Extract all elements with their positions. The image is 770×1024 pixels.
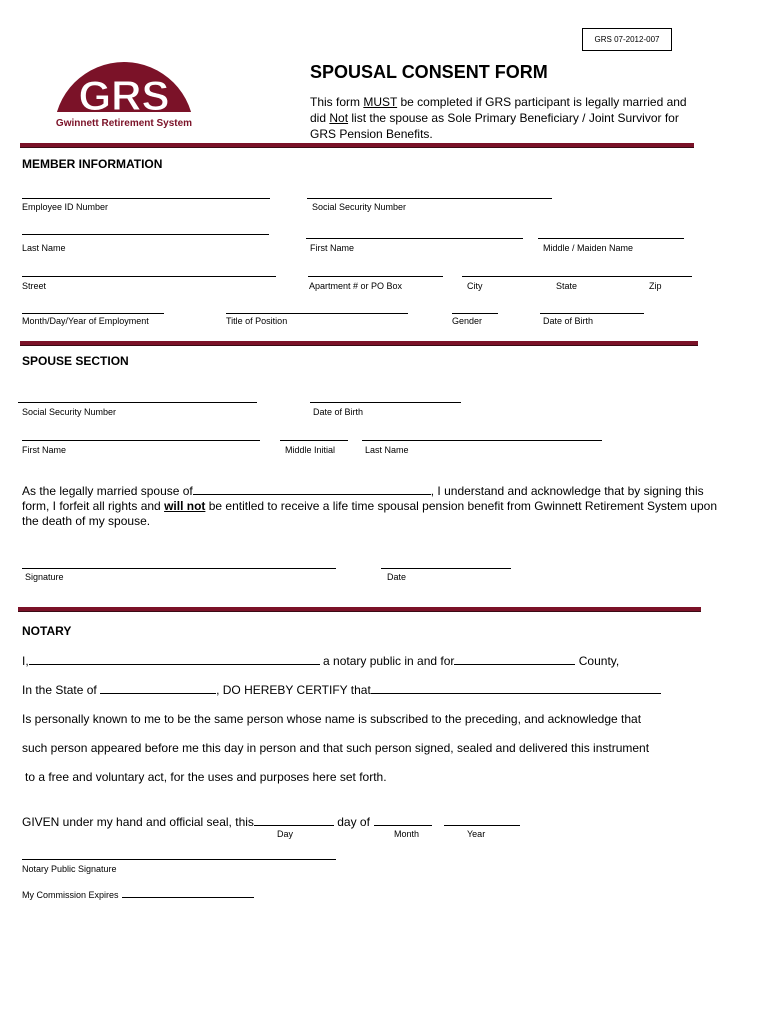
spouse-dob-line[interactable] [310, 402, 461, 403]
intro-not: Not [329, 111, 349, 125]
notary-line-1 [22, 653, 619, 669]
notary-state-of: In the State of [22, 683, 101, 697]
statement-part-2: , I understand and acknowledge that by signing this form, I forfeit all rights and [22, 484, 704, 513]
given-year-label: Year [467, 829, 486, 839]
given-day-fill[interactable] [254, 814, 334, 826]
member-ssn-line[interactable] [307, 198, 552, 199]
spouse-signature-line[interactable] [22, 568, 336, 569]
notary-person-fill[interactable] [371, 682, 661, 694]
city-label: City [467, 281, 483, 291]
intro-part-1: This form [310, 95, 364, 109]
last-name-label: Last Name [22, 243, 66, 253]
notary-line-3: Is personally known to me to be the same person whose name is subscribed to the preceding, and acknowledge that [22, 712, 642, 726]
intro-part-3: list the spouse as Sole Primary Beneficiary / Joint Survivor for GRS Pension Benefits. [310, 111, 679, 141]
section-divider-notary [18, 607, 701, 612]
statement-part-1: As the legally married spouse of [22, 484, 193, 498]
commission-expires-fill[interactable] [122, 888, 254, 898]
notary-county: County, [575, 654, 620, 668]
last-name-line[interactable] [22, 234, 269, 235]
employee-id-label: Employee ID Number [22, 202, 109, 212]
logo-subtitle: Gwinnett Retirement System [55, 118, 193, 129]
notary-line-4: such person appeared before me this day in person and that such person signed, sealed and delivered this instrument [22, 741, 650, 755]
spouse-first-name-line[interactable] [22, 440, 260, 441]
apt-line[interactable] [308, 276, 443, 277]
section-divider-spouse [20, 341, 698, 346]
given-year-fill[interactable] [444, 814, 520, 826]
logo-text: GRS [78, 72, 170, 119]
given-day-of: day of [333, 815, 370, 829]
commission-expires-row [22, 888, 254, 900]
notary-line-5: to a free and voluntary act, for the uses and purposes here set forth. [25, 770, 387, 784]
notary-state-fill[interactable] [100, 682, 216, 694]
city-state-zip-line[interactable] [462, 276, 692, 277]
spouse-ssn-label: Social Security Number [22, 407, 117, 417]
notary-signature-label: Notary Public Signature [22, 864, 117, 874]
statement-will-not: will not [164, 499, 206, 513]
member-section-title: MEMBER INFORMATION [22, 157, 163, 171]
notary-section-title: NOTARY [22, 624, 72, 638]
intro-part-2: be completed if GRS participant is legally married and did [310, 95, 687, 125]
intro-text [310, 94, 690, 142]
form-title: SPOUSAL CONSENT FORM [310, 62, 548, 82]
grs-logo [44, 36, 204, 132]
statement-part-3: be entitled to receive a life time spousal pension benefit from Gwinnett Retirement System upon the death of my spouse. [22, 499, 717, 528]
section-divider-top [20, 143, 694, 148]
intro-must: MUST [363, 95, 398, 109]
member-name-fill[interactable] [193, 483, 431, 495]
gender-label: Gender [452, 316, 483, 326]
grs-logo-graphic [44, 36, 204, 132]
form-code: GRS 07-2012-007 [594, 35, 660, 44]
street-line[interactable] [22, 276, 276, 277]
zip-label: Zip [649, 281, 662, 291]
given-day-label: Day [277, 829, 294, 839]
spouse-section-title: SPOUSE SECTION [22, 354, 129, 368]
spouse-dob-label: Date of Birth [313, 407, 364, 417]
first-name-label: First Name [310, 243, 355, 253]
commission-expires-label: My Commission Expires [22, 890, 119, 900]
middle-maiden-label: Middle / Maiden Name [543, 243, 634, 253]
notary-name-fill[interactable] [29, 653, 320, 665]
spouse-first-name-label: First Name [22, 445, 67, 455]
first-name-line[interactable] [306, 238, 523, 239]
spouse-middle-initial-label: Middle Initial [285, 445, 336, 455]
notary-public-in-for: a notary public in and for [319, 654, 455, 668]
spouse-date-line[interactable] [381, 568, 511, 569]
position-title-line[interactable] [226, 313, 408, 314]
form-code-box [582, 28, 672, 51]
member-dob-line[interactable] [540, 313, 644, 314]
gender-line[interactable] [452, 313, 498, 314]
employment-date-label: Month/Day/Year of Employment [22, 316, 149, 326]
spouse-ssn-line[interactable] [18, 402, 257, 403]
employee-id-line[interactable] [22, 198, 270, 199]
spouse-last-name-label: Last Name [365, 445, 409, 455]
street-label: Street [22, 281, 47, 291]
spouse-signature-label: Signature [25, 572, 64, 582]
employment-date-line[interactable] [22, 313, 164, 314]
given-text: GIVEN under my hand and official seal, this [22, 815, 254, 829]
notary-county-fill[interactable] [454, 653, 575, 665]
spouse-middle-initial-line[interactable] [280, 440, 348, 441]
spouse-date-label: Date [387, 572, 407, 582]
member-dob-label: Date of Birth [543, 316, 594, 326]
spouse-last-name-line[interactable] [362, 440, 602, 441]
apt-label: Apartment # or PO Box [309, 281, 403, 291]
notary-i: I, [22, 654, 29, 668]
state-label: State [556, 281, 578, 291]
notary-signature-line[interactable] [22, 859, 336, 860]
member-ssn-label: Social Security Number [312, 202, 407, 212]
middle-maiden-line[interactable] [538, 238, 684, 239]
notary-line-2 [22, 682, 661, 698]
notary-certify: , DO HEREBY CERTIFY that [216, 683, 371, 697]
given-month-fill[interactable] [374, 814, 432, 826]
position-title-label: Title of Position [226, 316, 288, 326]
spouse-statement [22, 483, 722, 529]
notary-given-line [22, 814, 520, 830]
given-month-label: Month [394, 829, 420, 839]
